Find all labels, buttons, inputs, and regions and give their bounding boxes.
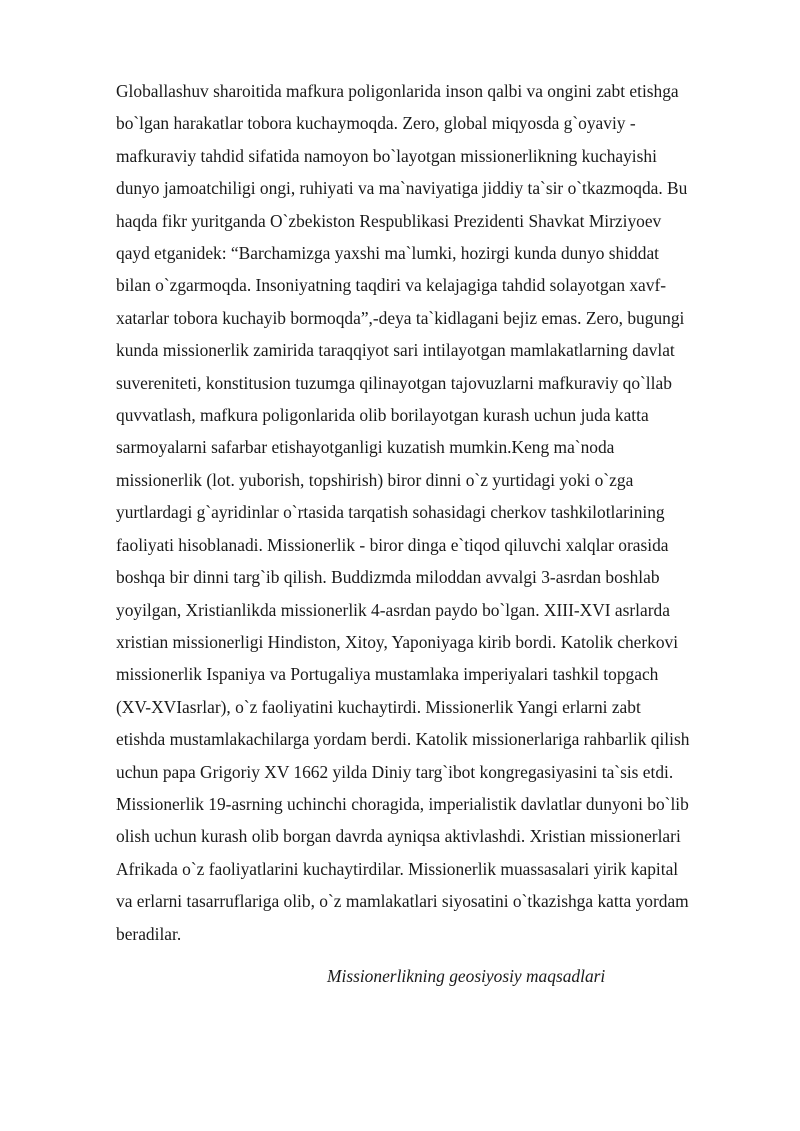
paragraph-line: xristian missionerligi Hindiston, Xitoy, Yaponiyaga kirib bordi. Katolik cherkovi [116,631,679,652]
paragraph-line: sarmoyalarni safarbar etishayotganligi kuzatish mumkin.Keng ma`noda [116,437,615,458]
paragraph-line: beradilar. [116,923,182,944]
section-subheading: Missionerlikning geosiyosiy maqsadlari [327,966,606,986]
paragraph-line: (XV-XVIasrlar), o`z faoliyatini kuchaytirdi. Missionerlik Yangi erlarni zabt [116,696,641,717]
body-paragraph [116,75,736,950]
paragraph-line: mafkuraviy tahdid sifatida namoyon bo`layotgan missionerlikning kuchayishi [116,145,657,166]
paragraph-line: quvvatlash, mafkura poligonlarida olib borilayotgan kurash uchun juda katta [116,405,649,426]
paragraph-line: dunyo jamoatchiligi ongi, ruhiyati va ma`naviyatiga jiddiy ta`sir o`tkazmoqda. Bu [116,178,688,199]
paragraph-line: kunda missionerlik zamirida taraqqiyot sari intilayotgan mamlakatlarning davlat [116,340,675,361]
paragraph-line: bilan o`zgarmoqda. Insoniyatning taqdiri va kelajagiga tahdid solayotgan xavf- [116,275,667,296]
paragraph-line: faoliyati hisoblanadi. Missionerlik - biror dinga e`tiqod qiluvchi xalqlar orasida [116,534,669,555]
paragraph-line: missionerlik (lot. yuborish, topshirish) biror dinni o`z yurtidagi yoki o`zga [116,469,634,490]
paragraph-line: boshqa bir dinni targ`ib qilish. Buddizmda miloddan avvalgi 3-asrdan boshlab [116,567,660,588]
paragraph-line: Globallashuv sharoitida mafkura poligonlarida inson qalbi va ongini zabt etishga [116,81,679,101]
paragraph-line: missionerlik Ispaniya va Portugaliya mustamlaka imperiyalari tashkil topgach [116,664,659,685]
paragraph-line: bo`lgan harakatlar tobora kuchaymoqda. Zero, global miqyosda g`oyaviy - [116,113,636,134]
paragraph-line: Afrikada o`z faoliyatlarini kuchaytirdilar. Missionerlik muassasalari yirik kapital [116,858,679,879]
paragraph-line: yurtlardagi g`ayridinlar o`rtasida tarqatish sohasidagi cherkov tashkilotlarining [116,502,665,523]
paragraph-line: uchun papa Grigoriy XV 1662 yilda Diniy targ`ibot kongregasiyasini ta`sis etdi. [116,761,674,782]
paragraph-line: haqda fikr yuritganda O`zbekiston Respublikasi Prezidenti Shavkat Mirziyoev [116,210,662,231]
paragraph-line: suvereniteti, konstitusion tuzumga qilinayotgan tajovuzlarni mafkuraviy qo`llab [116,372,672,393]
paragraph-line: va erlarni tasarruflariga olib, o`z mamlakatlari siyosatini o`tkazishga katta yordam [116,891,689,912]
paragraph-line: xatarlar tobora kuchayib bormoqda”,-deya ta`kidlagani bejiz emas. Zero, bugungi [116,307,685,328]
paragraph-line: olish uchun kurash olib borgan davrda ayniqsa aktivlashdi. Xristian missionerlari [116,826,681,847]
paragraph-line: qayd etganidek: “Barchamizga yaxshi ma`lumki, hozirgi kunda dunyo shiddat [116,243,659,264]
paragraph-line: Missionerlik 19-asrning uchinchi choragida, imperialistik davlatlar dunyoni bo`lib [116,793,689,814]
paragraph-line: etishda mustamlakachilarga yordam berdi. Katolik missionerlariga rahbarlik qilish [116,729,690,750]
paragraph-line: yoyilgan, Xristianlikda missionerlik 4-asrdan paydo bo`lgan. XIII-XVI asrlarda [116,599,670,620]
